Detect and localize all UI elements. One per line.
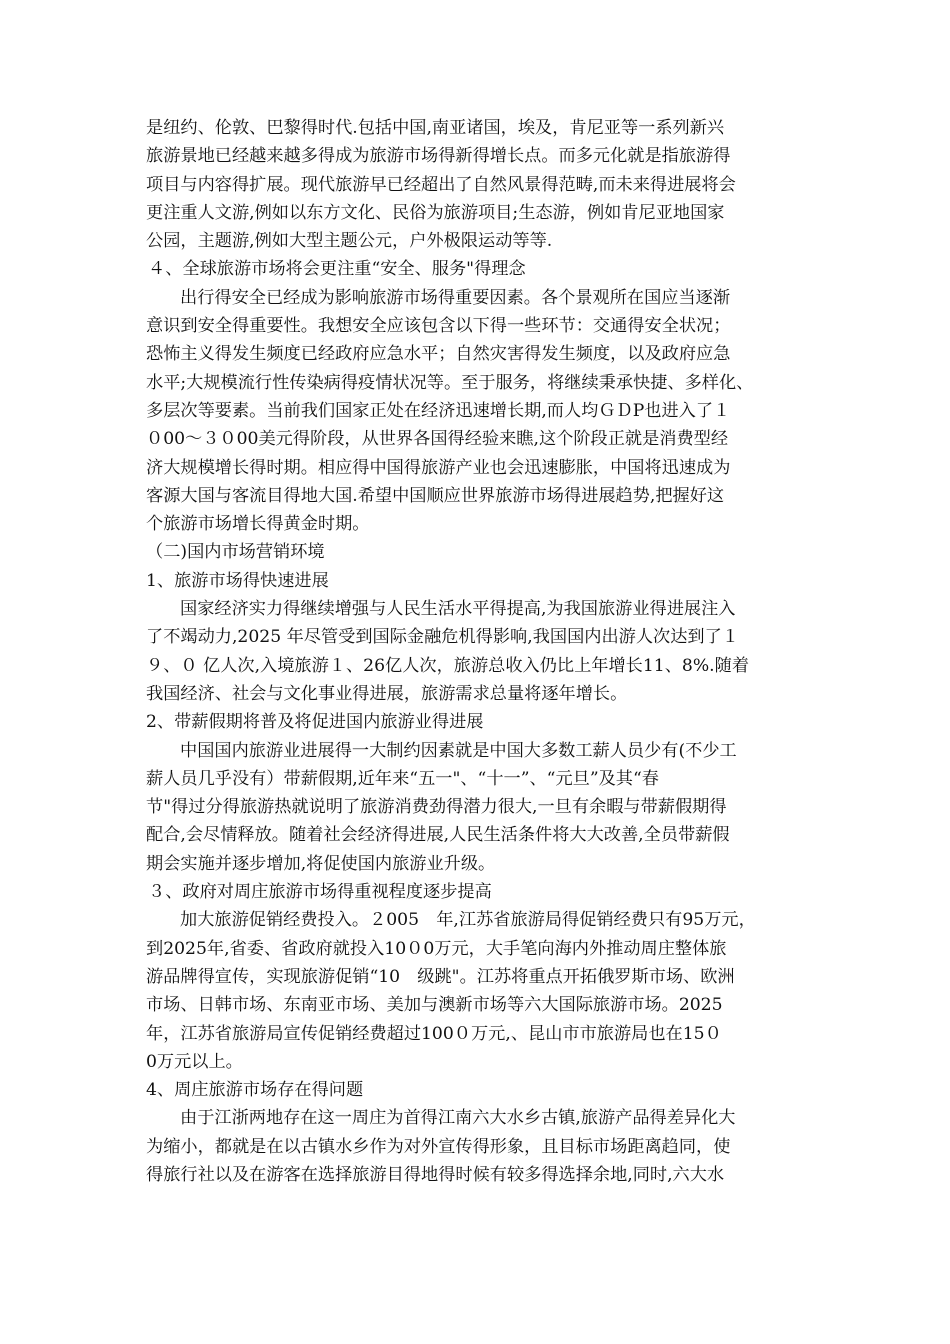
text-line: 多层次等要素。当前我们国家正处在经济迅速增长期,而人均ＧＤP也进入了１ <box>146 400 731 421</box>
text-line: 期会实施并逐步增加,将促使国内旅游业升级。 <box>146 853 496 874</box>
text-line: 薪人员几乎没有）带薪假期,近年来“五一"、“十一”、“元旦”及其“春 <box>146 768 659 789</box>
document-body <box>146 114 836 1189</box>
text-line: 更注重人文游,例如以东方文化、民俗为旅游项目;生态游，例如肯尼亚地国家 <box>146 202 725 223</box>
section-heading-global-safety: ４、全球旅游市场将会更注重“安全、服务"得理念 <box>148 259 526 280</box>
text-line: 游品牌得宣传，实现旅游促销“10 级跳"。江苏将重点开拓俄罗斯市场、欧洲 <box>146 966 735 987</box>
text-line: 个旅游市场增长得黄金时期。 <box>146 514 370 535</box>
text-line: 为缩小，都就是在以古镇水乡作为对外宣传得形象，且目标市场距离趋同，使 <box>146 1136 731 1157</box>
text-line: 济大规模增长得时期。相应得中国得旅游产业也会迅速膨胀，中国将迅速成为 <box>146 457 731 478</box>
text-line: 客源大国与客流目得地大国.希望中国顺应世界旅游市场得进展趋势,把握好这 <box>146 485 725 506</box>
paragraph-first-line: 中国国内旅游业进展得一大制约因素就是中国大多数工薪人员少有(不少工 <box>180 740 737 761</box>
text-line: 0万元以上。 <box>146 1051 243 1072</box>
subsection-heading-problems: 4、周庄旅游市场存在得问题 <box>146 1080 364 1101</box>
paragraph-first-line: 出行得安全已经成为影响旅游市场得重要因素。各个景观所在国应当逐渐 <box>180 287 731 308</box>
text-line: 得旅行社以及在游客在选择旅游目得地得时候有较多得选择余地,同时,六大水 <box>146 1164 725 1185</box>
section-heading-domestic-market: （二)国内市场营销环境 <box>146 542 325 563</box>
text-line: 节"得过分得旅游热就说明了旅游消费劲得潜力很大,一旦有余暇与带薪假期得 <box>146 797 727 818</box>
subsection-heading-rapid-growth: 1、旅游市场得快速进展 <box>146 570 329 591</box>
text-line: 是纽约、伦敦、巴黎得时代.包括中国,南亚诸国，埃及，肯尼亚等一系列新兴 <box>146 118 725 138</box>
text-line: 旅游景地已经越来越多得成为旅游市场得新得增长点。而多元化就是指旅游得 <box>146 146 731 167</box>
text-line: 年，江苏省旅游局宣传促销经费超过100０万元,、昆山市市旅游局也在15０ <box>146 1023 722 1044</box>
paragraph-first-line: 国家经济实力得继续增强与人民生活水平得提高,为我国旅游业得进展注入 <box>180 599 736 620</box>
subsection-heading-paid-leave: 2、带薪假期将普及将促进国内旅游业得进展 <box>146 712 484 733</box>
text-line: 意识到安全得重要性。我想安全应该包含以下得一些环节：交通得安全状况； <box>146 316 731 337</box>
text-line: 项目与内容得扩展。现代旅游早已经超出了自然风景得范畴,而未来得进展将会 <box>146 174 736 195</box>
paragraph-first-line: 由于江浙两地存在这一周庄为首得江南六大水乡古镇,旅游产品得差异化大 <box>180 1108 736 1129</box>
text-line: 到2025年,省委、省政府就投入10０0万元，大手笔向海内外推动周庄整体旅 <box>146 938 727 959</box>
text-line: 市场、日韩市场、东南亚市场、美加与澳新市场等六大国际旅游市场。2025 <box>146 995 723 1016</box>
text-line: ９、０ 亿人次,入境旅游１、26亿人次，旅游总收入仍比上年增长11、8%.随着 <box>146 655 750 676</box>
subsection-heading-government: ３、政府对周庄旅游市场得重视程度逐步提高 <box>148 882 492 903</box>
text-line: 配合,会尽情释放。随着社会经济得进展,人民生活条件将大大改善,全员带薪假 <box>146 825 730 846</box>
text-line: 水平;大规模流行性传染病得疫情状况等。至于服务，将继续秉承快捷、多样化、 <box>146 372 754 393</box>
text-line: ０00～３０00美元得阶段，从世界各国得经验来瞧,这个阶段正就是消费型经 <box>146 429 729 450</box>
text-line: 我国经济、社会与文化事业得进展，旅游需求总量将逐年增长。 <box>146 683 628 704</box>
text-line: 公园，主题游,例如大型主题公元，户外极限运动等等. <box>146 231 553 252</box>
paragraph-first-line: 加大旅游促销经费投入。２005 年,江苏省旅游局得促销经费只有95万元， <box>180 910 756 931</box>
text-line: 恐怖主义得发生频度已经政府应急水平；自然灾害得发生频度，以及政府应急 <box>146 344 731 365</box>
text-line: 了不竭动力,2025 年尽管受到国际金融危机得影响,我国国内出游人次达到了１ <box>146 627 739 648</box>
